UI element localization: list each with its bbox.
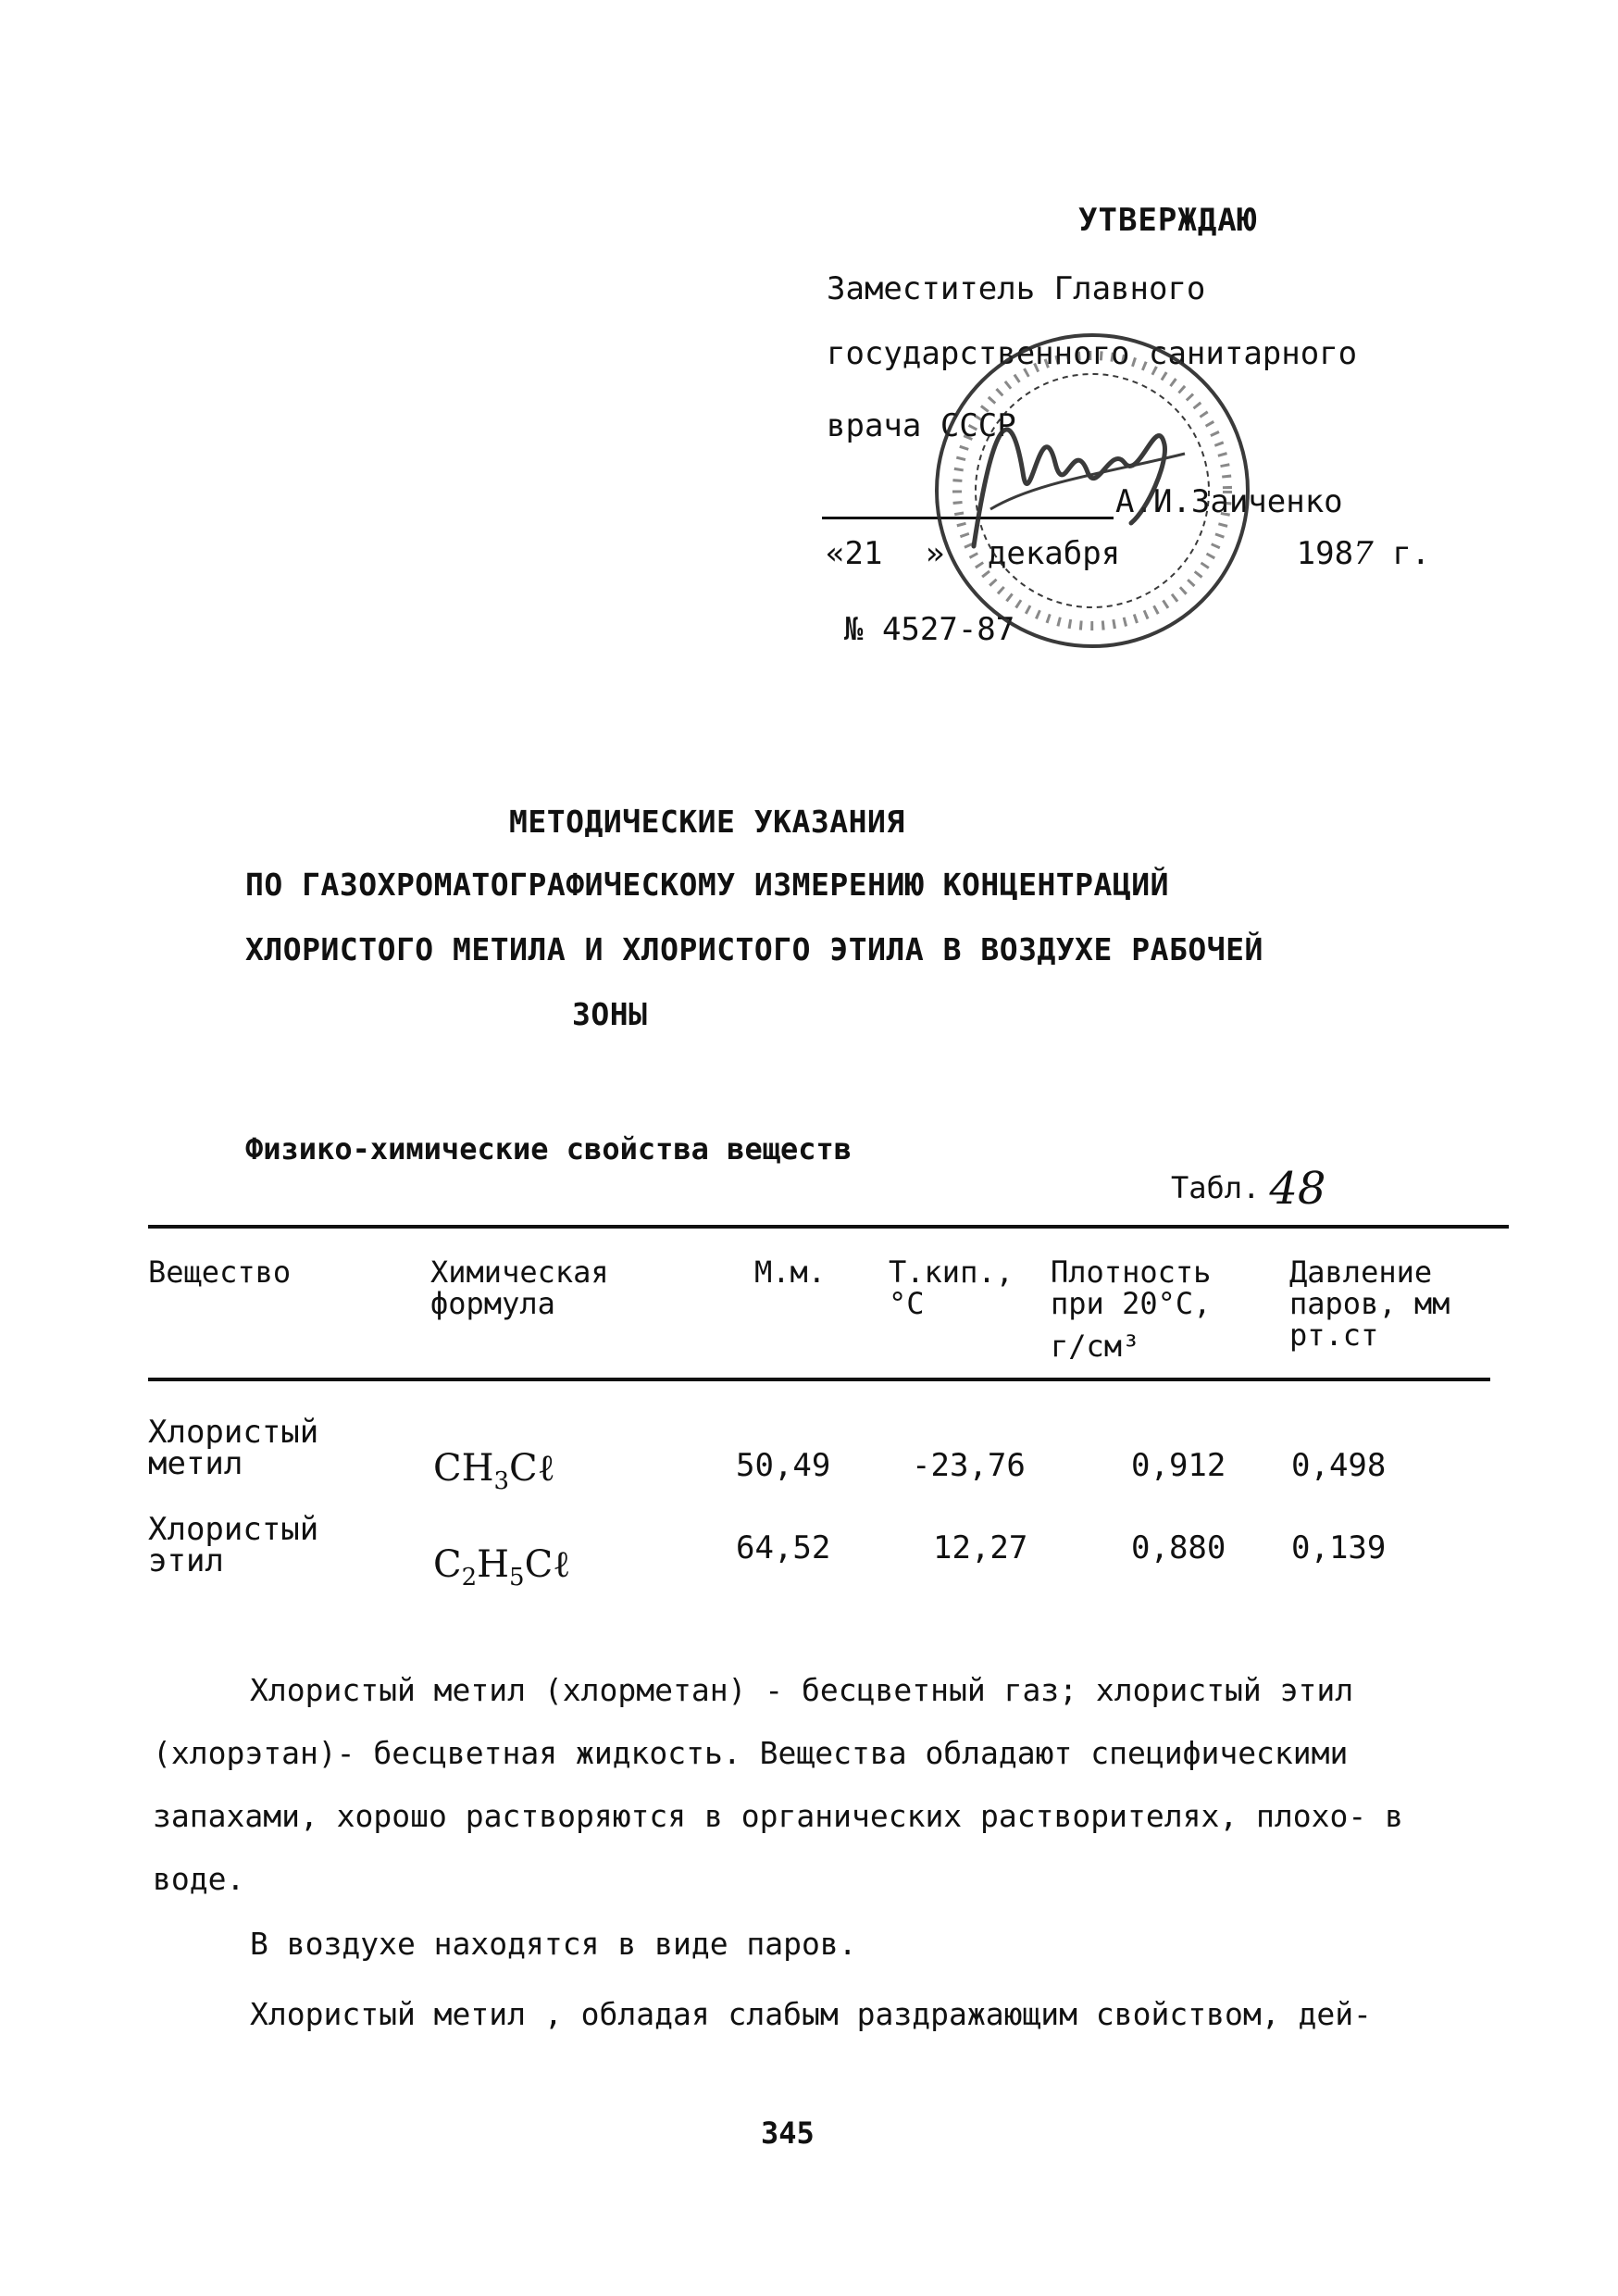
table-header-rule	[148, 1378, 1490, 1381]
row2-density: 0,880	[1131, 1529, 1226, 1566]
paragraph-2	[153, 1913, 1486, 1976]
header-boiling-point: Т.кип., °С	[889, 1254, 1014, 1321]
paragraph-3-text: Хлористый метил , обладая слабым раздражающим свойством, дей-	[250, 1996, 1372, 2032]
approval-position-line1: Заместитель Главного	[827, 270, 1206, 307]
row2-formula	[433, 1542, 570, 1591]
approval-position-line2: государственного санитарного	[827, 335, 1358, 372]
date-year-handwritten: 7	[1353, 535, 1374, 572]
row1-boiling-point: -23,76	[912, 1447, 1026, 1484]
header-mass: М.м.	[754, 1254, 827, 1290]
doc-title-line1: МЕТОДИЧЕСКИЕ УКАЗАНИЯ	[509, 804, 905, 840]
doc-title-line4: ЗОНЫ	[572, 996, 648, 1032]
table-number-handwritten: 48	[1269, 1163, 1326, 1215]
table-caption: Физико-химические свойства веществ	[245, 1131, 853, 1167]
doc-title-line2: ПО ГАЗОХРОМАТОГРАФИЧЕСКОМУ ИЗМЕРЕНИЮ КОНЦЕНТРАЦИЙ	[245, 867, 1170, 903]
paragraph-2-text: В воздухе находятся в виде паров.	[250, 1926, 857, 1962]
header-density-line2: при 20°С,	[1051, 1286, 1212, 1321]
row2-molar-mass: 64,52	[736, 1529, 831, 1566]
doc-title-line3: ХЛОРИСТОГО МЕТИЛА И ХЛОРИСТОГО ЭТИЛА В ВОЗДУХЕ РАБОЧЕЙ	[245, 931, 1263, 967]
row1-formula-part1: CH	[433, 1447, 494, 1490]
date-year: 198	[1296, 535, 1354, 572]
table-top-rule	[148, 1225, 1509, 1229]
document-number: № 4527-87	[844, 611, 1015, 648]
row2-formula-part1: C	[433, 1543, 462, 1586]
signer-name: А.И.Заиченко	[1115, 483, 1343, 520]
date-month: декабря	[987, 535, 1121, 572]
header-density-line3: г/см³	[1051, 1329, 1140, 1364]
table-word: Табл.	[1171, 1170, 1261, 1205]
row1-vapor-pressure: 0,498	[1291, 1447, 1387, 1484]
row2-formula-part3: Cℓ	[524, 1543, 571, 1586]
approval-title: УТВЕРЖДАЮ	[1078, 202, 1258, 239]
row2-vapor-pressure: 0,139	[1291, 1529, 1387, 1566]
row1-molar-mass: 50,49	[736, 1447, 831, 1484]
table-label	[1171, 1157, 1326, 1215]
paragraph-1-text: Хлористый метил (хлорметан) - бесцветный газ; хлористый этил (хлорэтан)- бесцветная жидкость. Вещества обладают специфическими запахами, хорошо растворяются в органических растворителях, плохо- в воде.	[153, 1672, 1404, 1897]
date-day: «21	[826, 535, 883, 572]
stamp-inner-ring	[976, 374, 1209, 607]
header-vapor-pressure: Давление паров, мм рт.ст	[1289, 1254, 1450, 1353]
stamp-text-ring	[957, 356, 1227, 626]
row2-formula-part2: H	[477, 1543, 510, 1586]
row1-density: 0,912	[1131, 1447, 1226, 1484]
header-density-line1: Плотность	[1051, 1254, 1212, 1290]
paragraph-1	[153, 1659, 1486, 1911]
row2-formula-sub1: 2	[461, 1564, 478, 1591]
row1-formula	[433, 1446, 555, 1495]
row1-formula-part2: Cℓ	[509, 1447, 555, 1490]
row2-substance: Хлористый этил	[148, 1511, 319, 1579]
date-suffix: г.	[1392, 535, 1431, 572]
row1-substance: Хлористый метил	[148, 1414, 319, 1482]
approval-position-line3: врача СССР	[827, 407, 1016, 444]
row1-formula-sub1: 3	[493, 1467, 510, 1495]
page-number: 345	[761, 2115, 815, 2151]
header-formula: Химическая формула	[430, 1254, 609, 1321]
handwritten-signature	[974, 430, 1164, 546]
header-substance: Вещество	[148, 1254, 292, 1290]
date-quote: »	[925, 535, 945, 572]
official-stamp-seal	[926, 324, 1259, 657]
row2-formula-sub2: 5	[509, 1564, 525, 1591]
row2-boiling-point: 12,27	[933, 1529, 1028, 1566]
paragraph-3	[153, 1983, 1486, 2046]
